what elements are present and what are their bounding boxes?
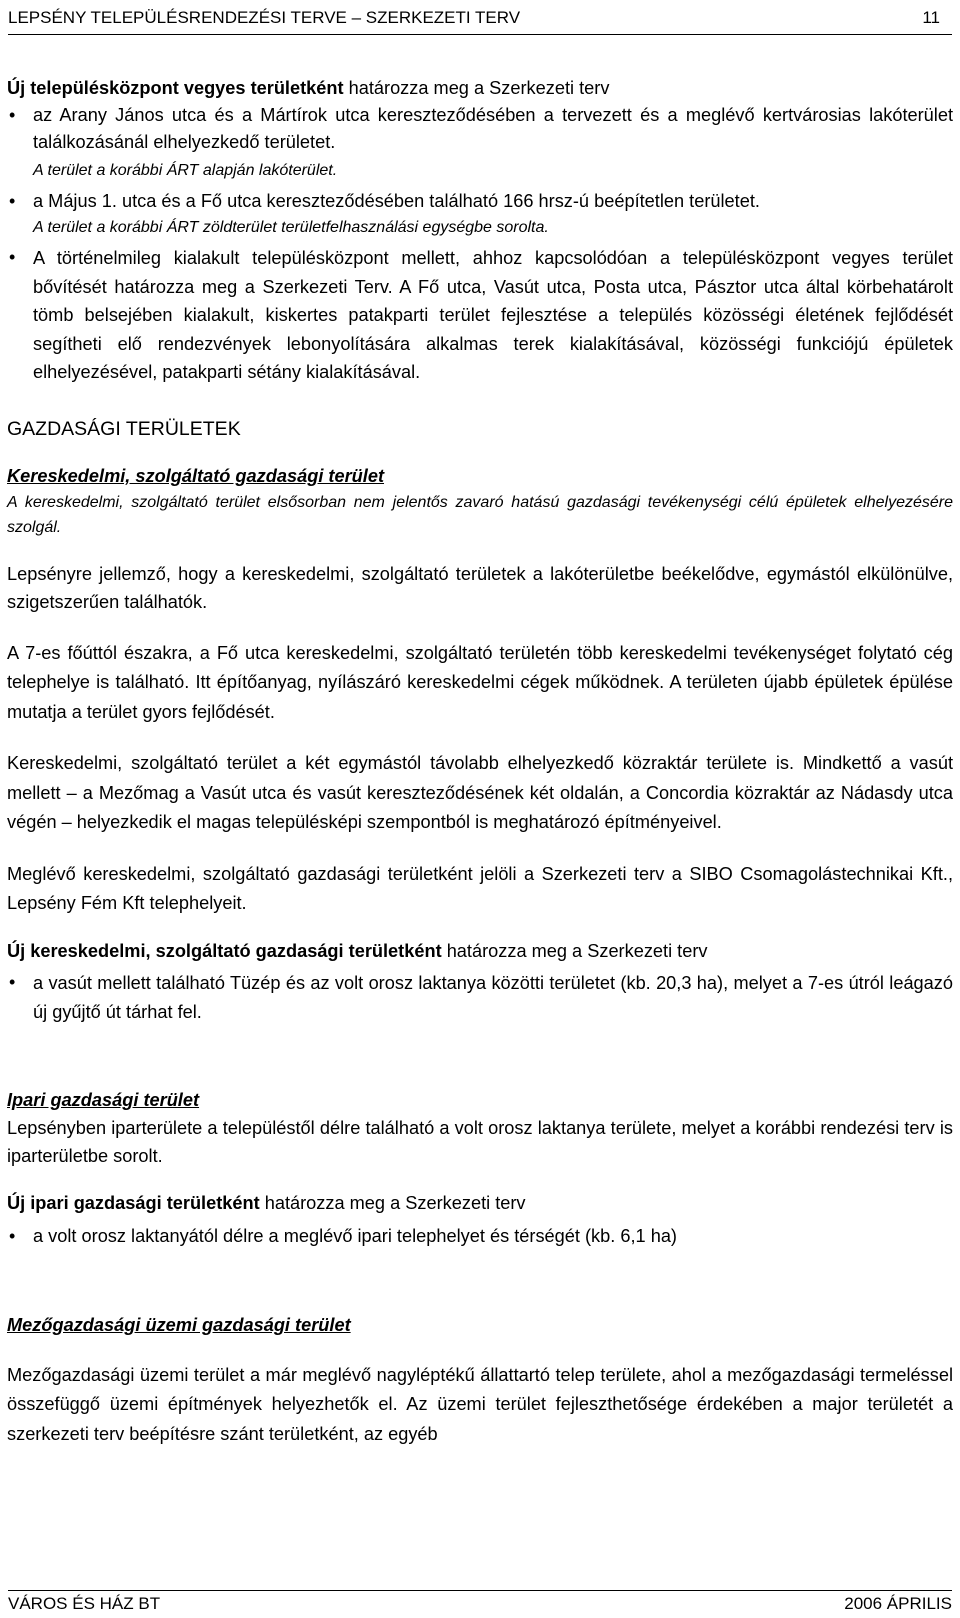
list-item xyxy=(7,188,953,240)
lead-rest: határozza meg a Szerkezeti terv xyxy=(441,940,708,961)
page-number: 11 xyxy=(922,8,940,27)
commercial-definition: A kereskedelmi, szolgáltató terület elsősorban nem jelentős zavaró hatású gazdasági tevékenységi célú épületek elhelyezésére szolgál. xyxy=(7,493,953,536)
lead-bold: Új kereskedelmi, szolgáltató gazdasági területként xyxy=(7,940,442,961)
bullet-icon: • xyxy=(9,971,16,992)
new-commercial-list xyxy=(7,969,953,1027)
new-industrial-list xyxy=(7,1223,953,1250)
list-item xyxy=(7,102,953,183)
footer-date: 2006 ÁPRILIS xyxy=(844,1594,952,1613)
header-title: LEPSÉNY TELEPÜLÉSRENDEZÉSI TERVE – SZERKEZETI TERV xyxy=(8,8,521,27)
lead-bold: Új településközpont vegyes területként xyxy=(7,78,344,98)
page-header xyxy=(8,4,952,35)
settlement-center-lead xyxy=(7,75,953,102)
list-item xyxy=(7,244,953,387)
settlement-center-list xyxy=(7,102,953,387)
commercial-heading: Kereskedelmi, szolgáltató gazdasági terület xyxy=(7,465,385,486)
list-item-text: A történelmileg kialakult településközpont mellett, ahhoz kapcsolódóan a településközpont vegyes terület bővítését határozza meg a Szerkezeti Terv. A Fő utca, Vasút utca, Posta utca, Pásztor utca által körbehatárolt tömb belsejében kialakult, kiskertes patakparti terület fejlesztése a település közösségi életének fejlődését segítheti elő rendezvények lebonyolítására alkalmas terek kialakításával, közösségi funkciójú épületek elhelyezésével, patakparti sétány kialakításával. xyxy=(33,248,953,382)
bullet-icon: • xyxy=(9,1225,16,1246)
agricultural-heading: Mezőgazdasági üzemi gazdasági terület xyxy=(7,1314,351,1335)
bullet-icon: • xyxy=(9,105,16,125)
list-item xyxy=(7,969,953,1027)
footer-company: VÁROS ÉS HÁZ BT xyxy=(8,1594,161,1613)
list-item-text: az Arany János utca és a Mártírok utca kereszteződésében a tervezett és a meglévő kertvárosias lakóterület találkozásánál elhelyezkedő területet. xyxy=(33,105,953,152)
list-item-text: a volt orosz laktanyától délre a meglévő ipari telephelyet és térségét (kb. 6,1 ha) xyxy=(33,1225,677,1246)
new-industrial-lead xyxy=(7,1190,953,1217)
industrial-heading: Ipari gazdasági terület xyxy=(7,1089,200,1110)
commercial-paragraph: A 7-es főúttól északra, a Fő utca kereskedelmi, szolgáltató területén több kereskedelmi tevékenységet folytató cég telephelye is található. Itt építőanyag, nyílászáró kereskedelmi cégek működnek. A területen újabb épületek épülése mutatja a terület gyors fejlődését. xyxy=(7,642,953,722)
industrial-paragraph: Lepsényben iparterülete a településtől délre található a volt orosz laktanya területe, melyet a korábbi rendezési terv is iparterületbe sorolt. xyxy=(7,1117,953,1166)
page-footer xyxy=(8,1590,952,1618)
commercial-paragraph: Meglévő kereskedelmi, szolgáltató gazdasági területként jelöli a Szerkezeti terv a SIBO Csomagolástechnikai Kft., Lepsény Fém Kft telephelyeit. xyxy=(7,863,953,913)
lead-rest: határozza meg a Szerkezeti terv xyxy=(343,78,610,98)
lead-rest: határozza meg a Szerkezeti terv xyxy=(259,1192,526,1213)
agricultural-paragraph: Mezőgazdasági üzemi terület a már meglévő nagyléptékű állattartó telep területe, ahol a mezőgazdasági termeléssel összefüggő üzemi építmények helyezhetők el. Az üzemi terület fejleszthetősége érdekében a major területét a szerkezeti terv beépítésre szánt területként, az egyéb xyxy=(7,1364,953,1444)
list-item-text: a Május 1. utca és a Fő utca kereszteződésében található 166 hrsz-ú beépítetlen területet. xyxy=(33,191,760,211)
bullet-icon: • xyxy=(9,191,16,211)
list-item-note: A terület a korábbi ÁRT alapján lakóterület. xyxy=(33,162,338,179)
page-body xyxy=(7,75,953,1449)
section-title: GAZDASÁGI TERÜLETEK xyxy=(7,417,241,440)
list-item-note: A terület a korábbi ÁRT zöldterület területfelhasználási egységbe sorolta. xyxy=(33,219,549,236)
commercial-paragraph: Kereskedelmi, szolgáltató terület a két egymástól távolabb elhelyezkedő közraktár területe is. Mindkettő a vasút mellett – a Mezőmag a Vasút utca és vasút kereszteződésének két oldalán, a Concordia közraktár az Nádasdy utca végén – helyezkedik el magas településképi szempontból is meghatározó építményeivel. xyxy=(7,753,953,832)
bullet-icon: • xyxy=(9,247,16,267)
lead-bold: Új ipari gazdasági területként xyxy=(7,1192,260,1213)
commercial-paragraph: Lepsényre jellemző, hogy a kereskedelmi, szolgáltató területek a lakóterületbe beékelődve, egymástól elkülönülve, szigetszerűen találhatók. xyxy=(7,563,953,612)
list-item-text: a vasút mellett található Tüzép és az volt orosz laktanya közötti területet (kb. 20,3 ha), melyet a 7-es útról leágazó új gyűjtő út tárhat fel. xyxy=(33,972,953,1022)
new-commercial-lead xyxy=(7,938,953,965)
list-item xyxy=(7,1223,953,1250)
